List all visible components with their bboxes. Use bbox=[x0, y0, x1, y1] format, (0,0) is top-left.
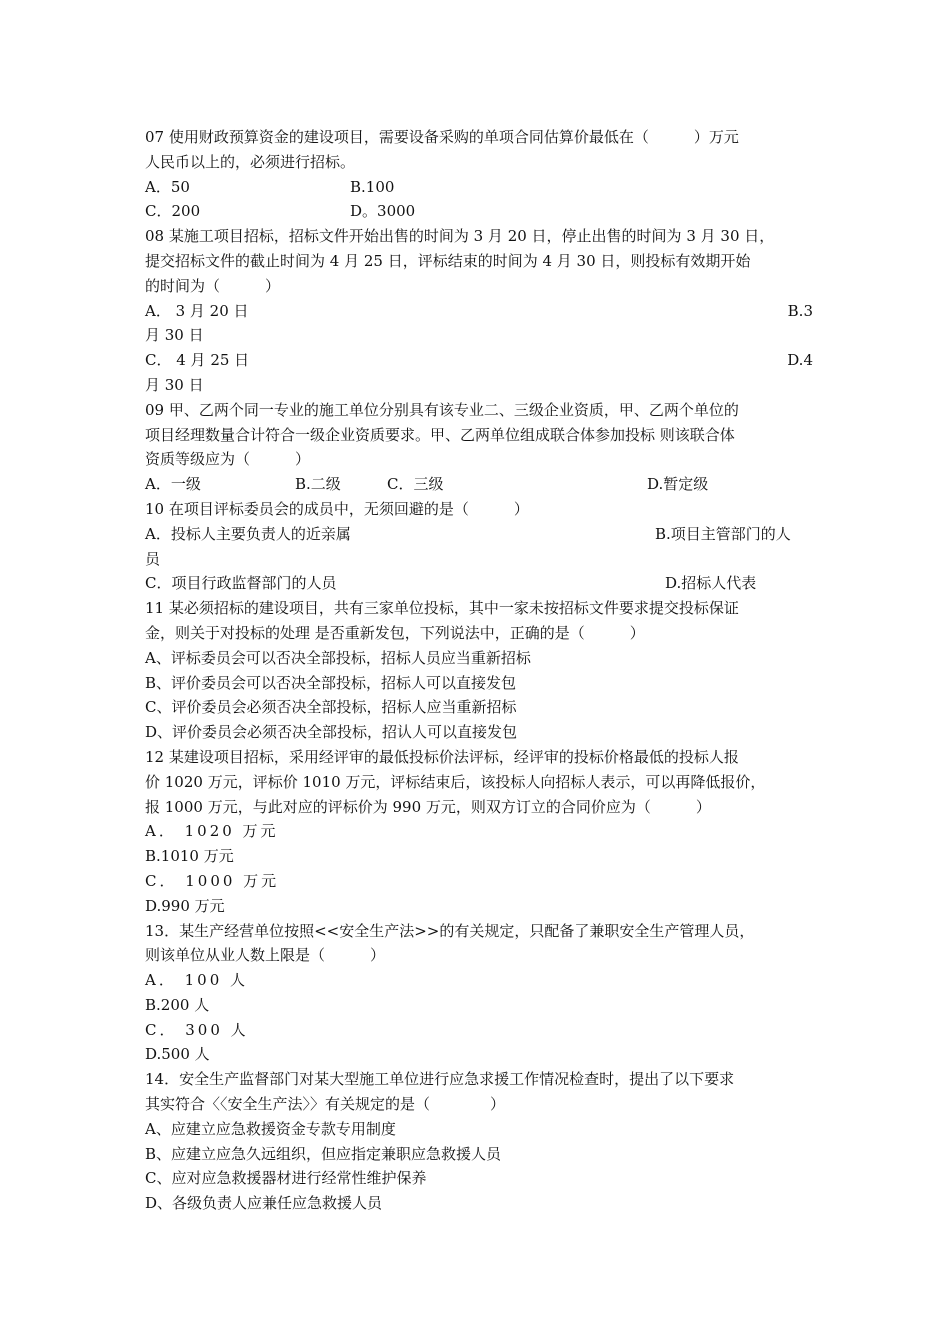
q14-stem-line-2: 其实符合〈〈安全生产法〉〉有关规定的是（ ） bbox=[145, 1095, 506, 1114]
q08-stem-line-1: 08 某施工项目招标，招标文件开始出售的时间为 3 月 20 日，停止出售的时间为 3 月 30 日， bbox=[145, 227, 775, 246]
q14-stem-line-1: 14．安全生产监督部门对某大型施工单位进行应急求援工作情况检查时，提出了以下要求 bbox=[145, 1070, 735, 1089]
q11-stem-line-1: 11 某必须招标的建设项目，共有三家单位投标，其中一家未按招标文件要求提交投标保证 bbox=[145, 599, 739, 618]
q14-option-d: D、各级负责人应兼任应急救援人员 bbox=[145, 1194, 383, 1213]
q11-stem-line-2: 金，则关于对投标的处理 是否重新发包，下列说法中，正确的是（ ） bbox=[145, 623, 645, 642]
q09-stem-line-1: 09 甲、乙两个同一专业的施工单位分别具有该专业二、三级企业资质，甲、乙两个单位的 bbox=[145, 400, 739, 419]
q09-option-b: B.二级 bbox=[295, 475, 341, 494]
q14-option-a: A、应建立应急救援资金专款专用制度 bbox=[145, 1119, 396, 1138]
q10-option-b-continued: 员 bbox=[145, 549, 161, 568]
q09-options-row bbox=[145, 472, 813, 497]
q09-option-a: A．一级 bbox=[145, 475, 201, 494]
q13-option-c: C． 300 人 bbox=[145, 1020, 249, 1039]
q10-options-row-1 bbox=[145, 522, 813, 547]
q12-option-d: D.990 万元 bbox=[145, 896, 225, 915]
q08-options-row-1 bbox=[145, 299, 813, 324]
q07-options-row-1 bbox=[145, 175, 813, 200]
q08-option-d-continued: 月 30 日 bbox=[145, 375, 204, 394]
q07-stem-line-2: 人民币以上的，必须进行招标。 bbox=[145, 152, 356, 171]
q08-option-d: D.4 bbox=[787, 351, 813, 370]
q08-option-b: B.3 bbox=[787, 301, 813, 320]
q07-stem-line-1: 07 使用财政预算资金的建设项目，需要设备采购的单项合同估算价最低在（ ）万元 bbox=[145, 128, 739, 146]
q09-stem-line-2: 项目经理数量合计符合一级企业资质要求。甲、乙两单位组成联合体参加投标 则该联合体 bbox=[145, 425, 735, 444]
q12-stem-line-2: 价 1020 万元，评标价 1010 万元，评标结束后，该投标人向招标人表示，可以再降低报价， bbox=[145, 772, 766, 791]
q07-option-d: D。3000 bbox=[350, 202, 416, 221]
q10-option-c: C．项目行政监督部门的人员 bbox=[145, 574, 337, 593]
q13-option-d: D.500 人 bbox=[145, 1045, 210, 1064]
q13-option-a: A． 100 人 bbox=[145, 971, 248, 990]
q08-option-b-continued: 月 30 日 bbox=[145, 326, 204, 345]
q09-option-d: D.暂定级 bbox=[647, 475, 709, 494]
exam-page bbox=[145, 125, 813, 1216]
q12-stem-line-3: 报 1000 万元，与此对应的评标价为 990 万元，则双方订立的合同价应为（ ） bbox=[145, 797, 711, 816]
q07-option-a: A．50 bbox=[145, 177, 190, 196]
q10-option-b: B.项目主管部门的人 bbox=[655, 524, 791, 543]
q07-option-b: B.100 bbox=[350, 177, 395, 196]
q10-options-row-2 bbox=[145, 571, 813, 596]
q13-stem-line-2: 则该单位从业人数上限是（ ） bbox=[145, 946, 386, 965]
q10-option-a: A．投标人主要负责人的近亲属 bbox=[145, 524, 351, 543]
q07-options-row-2 bbox=[145, 199, 813, 224]
q09-option-c: C．三级 bbox=[387, 475, 444, 494]
q11-option-a: A、评标委员会可以否决全部投标，招标人员应当重新招标 bbox=[145, 648, 531, 667]
q11-option-c: C、评价委员会必须否决全部投标，招标人应当重新招标 bbox=[145, 698, 517, 717]
q08-stem-line-3: 的时间为（ ） bbox=[145, 276, 281, 295]
q12-stem-line-1: 12 某建设项目招标，采用经评审的最低投标价法评标，经评审的投标价格最低的投标人报 bbox=[145, 747, 739, 766]
q14-option-b: B、应建立应急久远组织，但应指定兼职应急救援人员 bbox=[145, 1144, 502, 1163]
q12-option-b: B.1010 万元 bbox=[145, 847, 234, 866]
q09-stem-line-3: 资质等级应为（ ） bbox=[145, 450, 311, 469]
q14-option-c: C、应对应急救援器材进行经常性维护保养 bbox=[145, 1169, 427, 1188]
q11-option-d: D、评价委员会必须否决全部投标，招认人可以直接发包 bbox=[145, 723, 518, 742]
q07-option-c: C．200 bbox=[145, 202, 201, 221]
q13-option-b: B.200 人 bbox=[145, 995, 210, 1014]
q10-option-d: D.招标人代表 bbox=[665, 574, 757, 593]
q08-option-a: A． 3 月 20 日 bbox=[145, 301, 249, 320]
q08-option-c: C． 4 月 25 日 bbox=[145, 351, 250, 370]
q13-stem-line-1: 13．某生产经营单位按照<<安全生产法>>的有关规定，只配备了兼职安全生产管理人员， bbox=[145, 921, 755, 940]
q08-stem-line-2: 提交招标文件的截止时间为 4 月 25 日，评标结束的时间为 4 月 30 日，则投标有效期开始 bbox=[145, 251, 751, 270]
q08-options-row-2 bbox=[145, 348, 813, 373]
q12-option-a: A． 1020 万元 bbox=[145, 822, 279, 841]
q11-option-b: B、评价委员会可以否决全部投标，招标人可以直接发包 bbox=[145, 673, 517, 692]
q10-stem: 10 在项目评标委员会的成员中，无须回避的是（ ） bbox=[145, 499, 529, 518]
q12-option-c: C． 1000 万元 bbox=[145, 871, 280, 890]
